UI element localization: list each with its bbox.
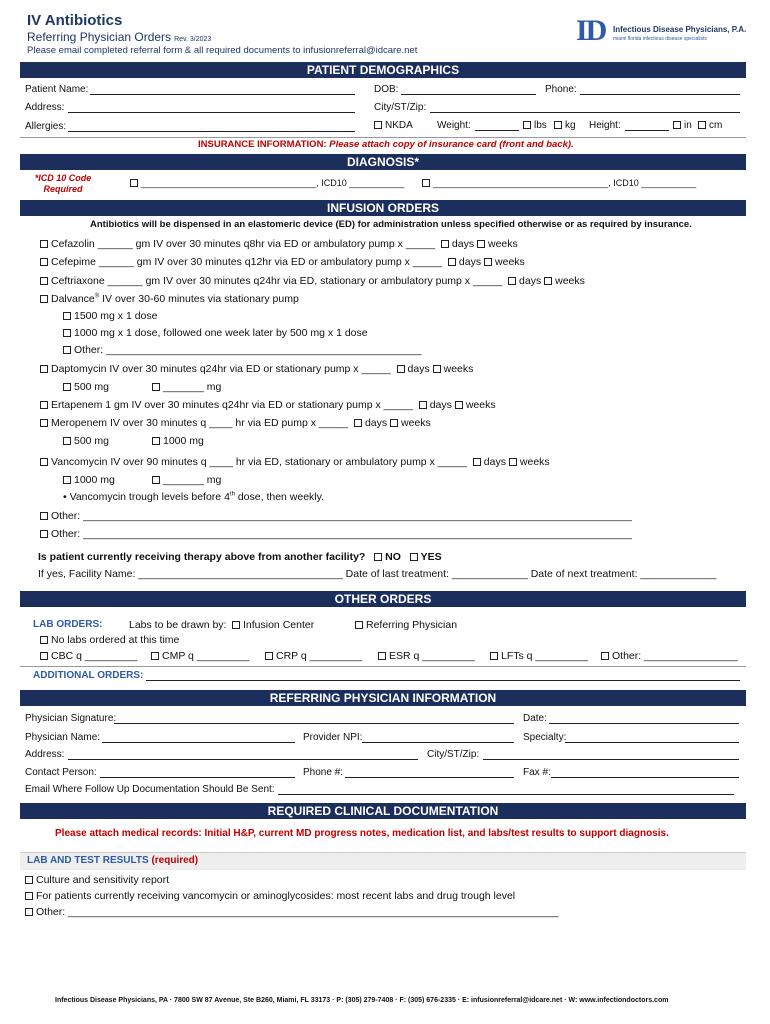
cmp-checkbox[interactable] xyxy=(151,652,159,660)
logo-mark: ID xyxy=(576,14,606,47)
weeks-label: weeks xyxy=(465,399,496,411)
dapto-500[interactable] xyxy=(63,381,109,393)
days-label: days xyxy=(483,456,506,468)
in-option[interactable] xyxy=(673,120,692,131)
dalvance-1500-checkbox[interactable] xyxy=(63,312,71,320)
section-header-diagnosis: DIAGNOSIS* xyxy=(20,154,746,170)
vanco-custom-label: _______ mg xyxy=(163,474,222,486)
fax-label: Fax #: xyxy=(523,767,551,778)
other-lab-label: Other: ________________ xyxy=(612,650,738,662)
patient-name-field[interactable] xyxy=(90,94,355,95)
cm-checkbox[interactable] xyxy=(698,121,706,129)
ertapenem-checkbox[interactable] xyxy=(40,401,48,409)
dalvance-1000-label: 1000 mg x 1 dose, followed one week later by 500 mg x 1 dose xyxy=(74,327,368,339)
mero-1000-checkbox[interactable] xyxy=(152,437,160,445)
lab-results-label: LAB AND TEST RESULTS xyxy=(27,855,149,866)
physician-name-field[interactable] xyxy=(102,742,295,743)
dalvance-other-label: Other: ______________________________________________________ xyxy=(74,344,422,356)
no-checkbox[interactable] xyxy=(374,553,382,561)
section-header-demographics: PATIENT DEMOGRAPHICS xyxy=(20,62,746,78)
dapto-500-label: 500 mg xyxy=(74,381,110,393)
ceftriaxone-text: Ceftriaxone ______ gm IV over 30 minutes q24hr via ED, stationary or ambulatory pump x _____ xyxy=(51,275,503,287)
diagnosis-checkbox-2[interactable] xyxy=(422,179,430,187)
allergies-field[interactable] xyxy=(68,131,355,132)
crp-option[interactable] xyxy=(265,650,362,662)
weeks-checkbox[interactable] xyxy=(455,401,463,409)
vancomycin-checkbox[interactable] xyxy=(40,458,48,466)
days-checkbox[interactable] xyxy=(419,401,427,409)
diagnosis-entry-2[interactable] xyxy=(422,178,696,188)
cbc-label: CBC q _________ xyxy=(51,650,138,662)
mero-500-label: 500 mg xyxy=(74,435,110,447)
vanco-labs-label: For patients currently receiving vancomycin or aminoglycosides: most recent labs and drug trough level xyxy=(36,890,516,902)
other-2-checkbox[interactable] xyxy=(40,530,48,538)
other-2-field[interactable]: Other: ______________________________________________________________________________________________ xyxy=(51,528,633,540)
lbs-label: lbs xyxy=(534,120,547,131)
npi-label: Provider NPI: xyxy=(303,732,363,743)
weight-label: Weight: xyxy=(437,120,471,131)
form-title: IV Antibiotics xyxy=(27,12,123,29)
esr-label: ESR q _________ xyxy=(389,650,475,662)
order-other-1[interactable] xyxy=(40,510,632,522)
weight-field[interactable] xyxy=(475,130,519,131)
crp-label: CRP q _________ xyxy=(276,650,363,662)
vanco-labs-option[interactable] xyxy=(25,890,515,902)
days-label: days xyxy=(429,399,452,411)
daptomycin-checkbox[interactable] xyxy=(40,365,48,373)
vanco-trough-text: Vancomycin trough levels before 4 xyxy=(69,491,230,503)
icd-note-line2: Required xyxy=(43,184,83,194)
contact-field[interactable] xyxy=(100,777,295,778)
nkda-checkbox[interactable] xyxy=(374,121,382,129)
order-daptomycin[interactable] xyxy=(40,363,473,375)
allergies-label: Allergies: xyxy=(25,121,67,132)
clinical-other-field[interactable]: Other: ____________________________________________________________________________________ xyxy=(36,906,559,918)
meropenem-checkbox[interactable] xyxy=(40,419,48,427)
nkda-option[interactable] xyxy=(374,120,413,131)
labs-drawn-by-label: Labs to be drawn by: xyxy=(129,619,227,631)
mero-1000[interactable] xyxy=(152,435,204,447)
lbs-checkbox[interactable] xyxy=(523,121,531,129)
specialty-label: Specialty: xyxy=(523,732,567,743)
lbs-option[interactable] xyxy=(523,120,547,131)
esr-checkbox[interactable] xyxy=(378,652,386,660)
other-lab-checkbox[interactable] xyxy=(601,652,609,660)
section-header-physician: REFERRING PHYSICIAN INFORMATION xyxy=(20,690,746,706)
therapy-question xyxy=(38,551,442,563)
fax-field[interactable] xyxy=(551,777,739,778)
days-checkbox[interactable] xyxy=(448,258,456,266)
no-labs-option[interactable] xyxy=(40,634,179,646)
dalvance-text: Dalvance xyxy=(51,293,95,305)
order-vancomycin[interactable] xyxy=(40,456,550,468)
lfts-option[interactable] xyxy=(490,650,588,662)
vanco-trough-sup: th xyxy=(229,491,235,498)
vanco-custom[interactable] xyxy=(152,474,221,486)
days-label: days xyxy=(519,275,542,287)
footer-contact: Infectious Disease Physicians, PA · 7800 SW 87 Avenue, Ste B260, Miami, FL 33173 · P: (305) 279-7408 · F: (305) 676-2335 · E: infusionreferral@idcare.net · W: www.infectiondoctors.com xyxy=(55,997,669,1004)
cefazolin-checkbox[interactable] xyxy=(40,240,48,248)
cbc-checkbox[interactable] xyxy=(40,652,48,660)
dob-label: DOB: xyxy=(374,84,399,95)
dalvance-1000-checkbox[interactable] xyxy=(63,329,71,337)
address-label: Address: xyxy=(25,102,65,113)
additional-orders-field[interactable] xyxy=(146,680,740,681)
city-label: City/ST/Zip: xyxy=(374,102,427,113)
weeks-checkbox[interactable] xyxy=(509,458,517,466)
vanco-custom-checkbox[interactable] xyxy=(152,476,160,484)
days-checkbox[interactable] xyxy=(354,419,362,427)
order-meropenem[interactable] xyxy=(40,417,431,429)
address-field[interactable] xyxy=(68,112,355,113)
weeks-label: weeks xyxy=(443,363,474,375)
dapto-custom[interactable] xyxy=(152,381,221,393)
logo-tagline: miami florida infectious disease specialists xyxy=(613,36,707,42)
company-logo xyxy=(576,14,747,47)
clinical-note: Please attach medical records: Initial H&P, current MD progress notes, medication list, and labs/test results to support diagnosis. xyxy=(55,828,669,839)
height-field[interactable] xyxy=(625,130,669,131)
weeks-label: weeks xyxy=(401,417,431,429)
npi-field[interactable] xyxy=(362,742,514,743)
daptomycin-text: Daptomycin IV over 30 minutes q24hr via ED or stationary pump x _____ xyxy=(51,363,391,375)
signature-label: Physician Signature: xyxy=(25,713,117,724)
no-labs-checkbox[interactable] xyxy=(40,636,48,644)
therapy-question-text: Is patient currently receiving therapy above from another facility? xyxy=(38,551,366,563)
cefazolin-text: Cefazolin ______ gm IV over 30 minutes q8hr via ED or ambulatory pump x _____ xyxy=(51,238,436,250)
lab-orders-label: LAB ORDERS: xyxy=(33,619,103,630)
city-field[interactable] xyxy=(430,112,740,113)
infusion-center-label: Infusion Center xyxy=(243,619,315,631)
diagnosis-field-2[interactable]: ___________________________________, ICD10 ___________ xyxy=(433,178,697,188)
ceftriaxone-checkbox[interactable] xyxy=(40,277,48,285)
contact-phone-field[interactable] xyxy=(345,777,514,778)
date-label: Date: xyxy=(523,713,547,724)
cefepime-checkbox[interactable] xyxy=(40,258,48,266)
cmp-option[interactable] xyxy=(151,650,249,662)
vanco-1000[interactable] xyxy=(63,474,115,486)
weeks-label: weeks xyxy=(519,456,550,468)
logo-name: Infectious Disease Physicians, P.A. xyxy=(613,25,747,34)
vanco-labs-checkbox[interactable] xyxy=(25,892,33,900)
date-field[interactable] xyxy=(549,723,739,724)
phone-label: Phone: xyxy=(545,84,577,95)
days-checkbox[interactable] xyxy=(441,240,449,248)
days-checkbox[interactable] xyxy=(397,365,405,373)
dalvance-registered: ® xyxy=(94,293,100,300)
kg-checkbox[interactable] xyxy=(554,121,562,129)
physician-city-label: City/ST/Zip: xyxy=(427,749,480,760)
yes-label: YES xyxy=(420,551,442,563)
order-cefepime[interactable] xyxy=(40,256,525,268)
order-ceftriaxone[interactable] xyxy=(40,275,585,287)
order-dalvance[interactable] xyxy=(40,293,299,305)
required-label: (required) xyxy=(151,855,199,866)
other-1-checkbox[interactable] xyxy=(40,512,48,520)
divider xyxy=(20,137,746,138)
dalvance-1500-label: 1500 mg x 1 dose xyxy=(74,310,158,322)
signature-field[interactable] xyxy=(114,723,514,724)
vanco-trough-note: • Vancomycin trough levels before 4th dose, then weekly. xyxy=(63,491,325,503)
culture-checkbox[interactable] xyxy=(25,876,33,884)
weeks-checkbox[interactable] xyxy=(433,365,441,373)
revision-label: Rev. 3/2023 xyxy=(174,36,212,43)
lfts-checkbox[interactable] xyxy=(490,652,498,660)
days-label: days xyxy=(407,363,430,375)
cmp-label: CMP q _________ xyxy=(162,650,250,662)
culture-label: Culture and sensitivity report xyxy=(36,874,170,886)
ertapenem-text: Ertapenem 1 gm IV over 30 minutes q24hr via ED or stationary pump x _____ xyxy=(51,399,413,411)
dalvance-checkbox[interactable] xyxy=(40,295,48,303)
divider xyxy=(20,666,746,667)
weeks-checkbox[interactable] xyxy=(390,419,398,427)
in-checkbox[interactable] xyxy=(673,121,681,129)
days-label: days xyxy=(458,256,482,268)
subtitle-text: Referring Physician Orders xyxy=(27,30,172,44)
height-label: Height: xyxy=(589,120,621,131)
specialty-field[interactable] xyxy=(565,742,739,743)
physician-address-label: Address: xyxy=(25,749,65,760)
physician-city-field[interactable] xyxy=(483,759,739,760)
nkda-label: NKDA xyxy=(385,120,413,131)
form-subtitle xyxy=(27,30,211,44)
follow-up-email-label: Email Where Follow Up Documentation Should Be Sent: xyxy=(25,784,275,795)
dapto-custom-checkbox[interactable] xyxy=(152,383,160,391)
days-checkbox[interactable] xyxy=(508,277,516,285)
weeks-label: weeks xyxy=(488,238,518,250)
cbc-option[interactable] xyxy=(40,650,137,662)
physician-address-field[interactable] xyxy=(68,759,418,760)
weeks-label: weeks xyxy=(495,256,525,268)
lab-results-title xyxy=(27,855,198,866)
dalvance-other-checkbox[interactable] xyxy=(63,346,71,354)
dapto-500-checkbox[interactable] xyxy=(63,383,71,391)
infusion-note: Antibiotics will be dispensed in an elastomeric device (ED) for administration unless specified otherwise or as required by insurance. xyxy=(90,219,692,230)
insurance-note xyxy=(198,139,574,150)
referring-physician-checkbox[interactable] xyxy=(355,621,363,629)
crp-checkbox[interactable] xyxy=(265,652,273,660)
weeks-label: weeks xyxy=(555,275,585,287)
facility-row[interactable]: If yes, Facility Name: ___________________________________ Date of last treatment: _____________ Date of next treatment: _____________ xyxy=(38,568,717,580)
weeks-checkbox[interactable] xyxy=(477,240,485,248)
section-header-clinical: REQUIRED CLINICAL DOCUMENTATION xyxy=(20,803,746,819)
dalvance-1500[interactable] xyxy=(63,310,157,322)
dalvance-other[interactable] xyxy=(63,344,421,356)
days-label: days xyxy=(364,417,388,429)
vancomycin-text: Vancomycin IV over 90 minutes q ____ hr via ED, stationary or ambulatory pump x _____ xyxy=(51,456,467,468)
physician-name-label: Physician Name: xyxy=(25,732,101,743)
mero-500[interactable] xyxy=(63,435,109,447)
cm-option[interactable] xyxy=(698,120,722,131)
referring-physician-option[interactable] xyxy=(355,619,457,631)
diagnosis-entry-1[interactable] xyxy=(130,178,404,188)
cefepime-text: Cefepime ______ gm IV over 30 minutes q12hr via ED or ambulatory pump x _____ xyxy=(51,256,443,268)
follow-up-email-field[interactable] xyxy=(278,794,734,795)
icd-required-note xyxy=(28,173,98,195)
additional-orders-label: ADDITIONAL ORDERS: xyxy=(33,670,144,681)
section-header-other-orders: OTHER ORDERS xyxy=(20,591,746,607)
insurance-instruction: Please attach copy of insurance card (front and back). xyxy=(329,139,574,150)
email-instruction: Please email completed referral form & all required documents to infusionreferral@idcare.net xyxy=(27,45,418,56)
meropenem-text: Meropenem IV over 30 minutes q ____ hr via ED pump x _____ xyxy=(51,417,349,429)
referring-physician-label: Referring Physician xyxy=(366,619,458,631)
lfts-label: LFTs q _________ xyxy=(501,650,588,662)
weeks-checkbox[interactable] xyxy=(484,258,492,266)
contact-phone-label: Phone #: xyxy=(303,767,344,778)
insurance-label: INSURANCE INFORMATION: xyxy=(198,139,327,150)
patient-name-label: Patient Name: xyxy=(25,84,89,95)
order-cefazolin[interactable] xyxy=(40,238,518,250)
kg-label: kg xyxy=(565,120,576,131)
days-label: days xyxy=(451,238,475,250)
clinical-other-checkbox[interactable] xyxy=(25,908,33,916)
vanco-1000-label: 1000 mg xyxy=(74,474,115,486)
clinical-other-option[interactable] xyxy=(25,906,559,918)
mero-1000-label: 1000 mg xyxy=(163,435,204,447)
vanco-trough-rest: dose, then weekly. xyxy=(234,491,325,503)
vanco-1000-checkbox[interactable] xyxy=(63,476,71,484)
order-other-2[interactable] xyxy=(40,528,632,540)
other-lab-option[interactable] xyxy=(601,650,738,662)
dalvance-1000[interactable] xyxy=(63,327,368,339)
diagnosis-field-1[interactable]: ___________________________________, ICD10 ___________ xyxy=(141,178,405,188)
contact-label: Contact Person: xyxy=(25,767,97,778)
culture-option[interactable] xyxy=(25,874,169,886)
weeks-checkbox[interactable] xyxy=(544,277,552,285)
yes-checkbox[interactable] xyxy=(410,553,418,561)
in-label: in xyxy=(684,120,692,131)
section-header-infusion: INFUSION ORDERS xyxy=(20,200,746,216)
dapto-custom-label: _______ mg xyxy=(163,381,222,393)
phone-field[interactable] xyxy=(580,94,740,95)
other-1-field[interactable]: Other: ______________________________________________________________________________________________ xyxy=(51,510,633,522)
kg-option[interactable] xyxy=(554,120,576,131)
dalvance-text-rest: IV over 30-60 minutes via stationary pump xyxy=(99,293,299,305)
mero-500-checkbox[interactable] xyxy=(63,437,71,445)
infusion-center-option[interactable] xyxy=(232,619,314,631)
order-ertapenem[interactable] xyxy=(40,399,496,411)
icd-note-line1: *ICD 10 Code xyxy=(34,173,92,183)
diagnosis-checkbox-1[interactable] xyxy=(130,179,138,187)
cm-label: cm xyxy=(709,120,723,131)
esr-option[interactable] xyxy=(378,650,475,662)
days-checkbox[interactable] xyxy=(473,458,481,466)
no-labs-label: No labs ordered at this time xyxy=(51,634,180,646)
no-label: NO xyxy=(385,551,401,563)
dob-field[interactable] xyxy=(401,94,536,95)
infusion-center-checkbox[interactable] xyxy=(232,621,240,629)
